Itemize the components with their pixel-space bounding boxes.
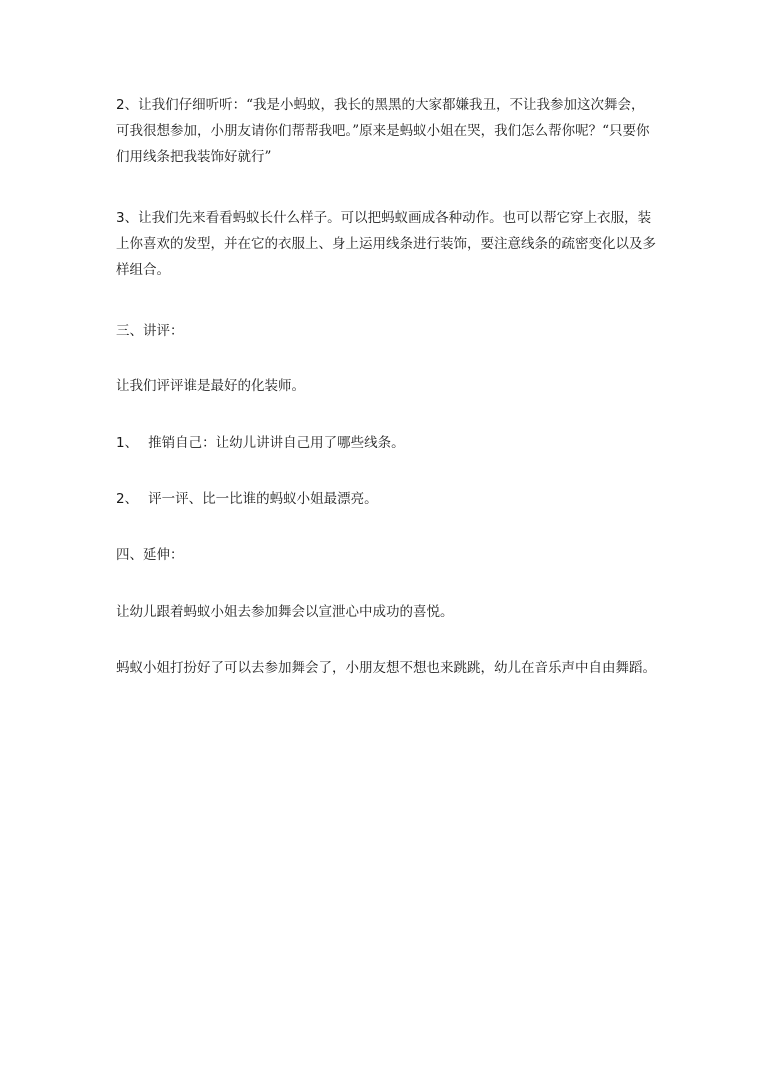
line-text: 蚂蚁小姐打扮好了可以去参加舞会了，小朋友想不想也来跳跳，幼儿在音乐声中自由舞蹈。	[116, 660, 656, 676]
item-number: 2	[116, 491, 125, 507]
list-item-sell-yourself	[116, 430, 656, 456]
text-line	[116, 144, 656, 170]
list-item-compare	[116, 486, 656, 512]
item-separator: 、	[124, 491, 139, 507]
paragraph-free-dance	[116, 655, 656, 681]
section-heading-extension	[116, 542, 656, 568]
text-line	[116, 118, 656, 144]
paragraph-number: 3	[116, 210, 125, 226]
paragraph-extension-dance	[116, 599, 656, 625]
line-text: 让幼儿跟着蚂蚁小姐去参加舞会以宣泄心中成功的喜悦。	[116, 604, 454, 620]
heading-text: 三、讲评：	[116, 323, 184, 339]
line-text: 、让我们先来看看蚂蚁长什么样子。可以把蚂蚁画成各种动作。也可以帮它穿上衣服，装	[124, 210, 652, 226]
line-text: 让我们评评谁是最好的化装师。	[116, 378, 305, 394]
item-number: 1	[116, 435, 125, 451]
item-body: 评一评、比一比谁的蚂蚁小姐最漂亮。	[148, 491, 378, 507]
line-text: 们用线条把我装饰好就行”	[116, 149, 272, 165]
text-line	[116, 92, 656, 118]
paragraph-ant-plea	[116, 92, 656, 170]
line-text: 上你喜欢的发型，并在它的衣服上、身上运用线条进行装饰，要注意线条的疏密变化以及多	[116, 236, 656, 252]
text-line	[116, 205, 656, 231]
item-separator: 、	[124, 435, 139, 451]
paragraph-review-intro	[116, 373, 656, 399]
section-heading-review	[116, 318, 656, 344]
paragraph-number: 2	[116, 97, 125, 113]
text-line	[116, 231, 656, 257]
heading-text: 四、延伸：	[116, 547, 184, 563]
text-line	[116, 430, 656, 456]
line-text: 可我很想参加，小朋友请你们帮帮我吧。”原来是蚂蚁小姐在哭，我们怎么帮你呢？“只要你	[116, 123, 650, 139]
text-line	[116, 257, 656, 283]
line-text: 、让我们仔细听听：“我是小蚂蚁，我长的黑黑的大家都嫌我丑，不让我参加这次舞会，	[124, 97, 645, 113]
paragraph-look-at-ant	[116, 205, 656, 283]
item-body: 推销自己：让幼儿讲讲自己用了哪些线条。	[148, 435, 405, 451]
line-text: 样组合。	[116, 262, 170, 278]
text-line	[116, 486, 656, 512]
